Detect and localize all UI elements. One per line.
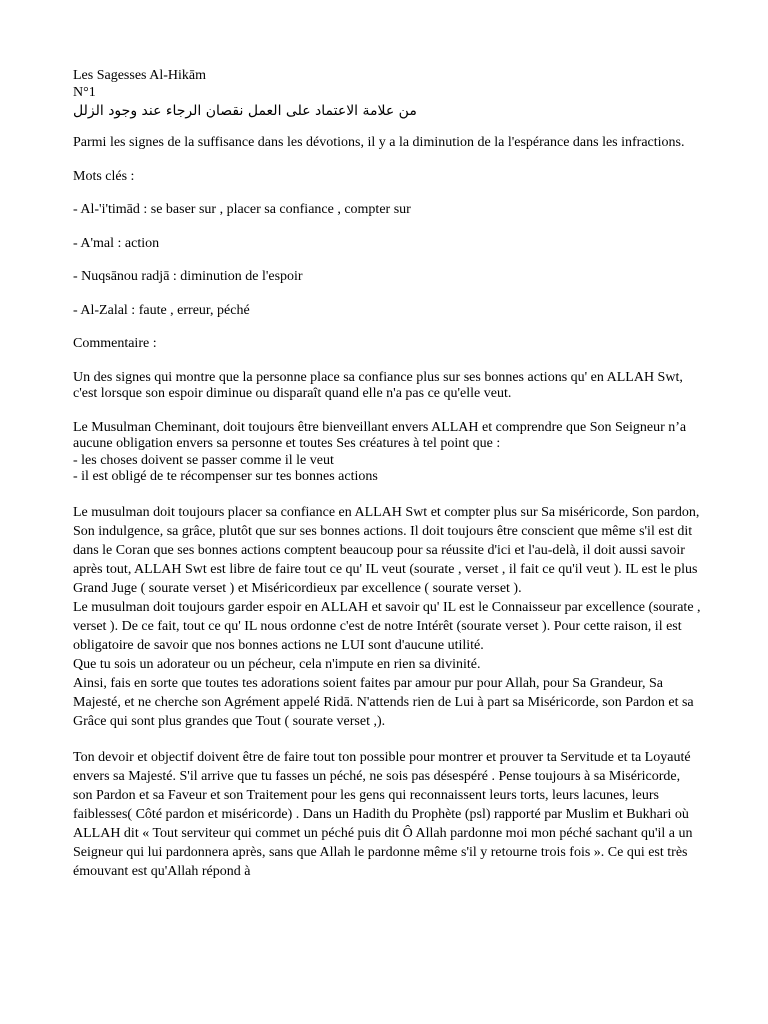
commentary-paragraph: Ainsi, fais en sorte que toutes tes adorations soient faites par amour pur pour Allah, pour Sa Grandeur, Sa Majesté, et ne cherche son Agrément appelé Ridā. N'attends rien de Lui à part sa Miséricorde, son Pardon et sa Grâce qui sont plus grandes que Tout ( sourate verset ,). xyxy=(73,675,694,729)
commentary-paragraph: Ton devoir et objectif doivent être de faire tout ton possible pour montrer et prouver ta Servitude et ta Loyauté envers sa Majesté. S'il arrive que tu fasses un péché, ne sois pas désespéré . Pense toujours à sa Miséricorde, son Pardon et sa Faveur et son Traitement pour les gens qui reconnaissent leurs torts, leurs lacunes, leurs faiblesses( Côté pardon et miséricorde) . Dans un Hadith du Prophète (psl) rapporté par Muslim et Bukhari où ALLAH dit « Tout serviteur qui commet un péché puis dit Ô Allah pardonne moi mon péché sachant qu'il a un Seigneur qui lui pardonnera après, sans que Allah le pardonne même s'il y retourne trois fois ». Ce qui est très émouvant est qu'Allah répond à xyxy=(73,749,693,879)
maxim-translation: Parmi les signes de la suffisance dans les dévotions, il y a la diminution de la l'espérance dans les infractions. xyxy=(73,135,685,150)
commentary-heading: Commentaire : xyxy=(73,336,157,351)
document-body xyxy=(73,68,703,881)
keywords-heading: Mots clés : xyxy=(73,168,135,184)
document-title: Les Sagesses Al-Hikām xyxy=(73,68,206,83)
arabic-maxim: من علامة الاعتماد على العمل نقصان الرجاء عند وجود الزلل xyxy=(73,103,417,119)
keyword-item: - Al-Zalal : faute , erreur, péché xyxy=(73,302,250,318)
commentary-paragraph: Le Musulman Cheminant, doit toujours être bienveillant envers ALLAH et comprendre que Son Seigneur n’a aucune obligation envers sa personne et toutes Ses créatures à tel point que : xyxy=(73,419,687,451)
keyword-item: - Nuqsānou radjā : diminution de l'espoir xyxy=(73,269,303,284)
commentary-list-item: - les choses doivent se passer comme il le veut xyxy=(73,452,334,468)
commentary-paragraph: Le musulman doit toujours garder espoir en ALLAH et savoir qu' IL est le Connaisseur par excellence (sourate , verset ). De ce fait, tout ce qu' IL nous ordonne c'est de notre Intérêt (sourate verset ). Pour cette raison, il est obligatoire de savoir que nos bonnes actions ne LUI sont d'aucune utilité. xyxy=(73,599,701,653)
keyword-item: - Al-'i'timād : se baser sur , placer sa confiance , compter sur xyxy=(73,202,411,217)
commentary-paragraph: Le musulman doit toujours placer sa confiance en ALLAH Swt et compter plus sur Sa miséricorde, Son pardon, Son indulgence, sa grâce, plutôt que sur ses bonnes actions. Il doit toujours être conscient que même s'il est dit dans le Coran que ses bonnes actions comptent beaucoup pour sa réussite d'ici et l'au-delà, il doit aussi savoir après tout, ALLAH Swt est libre de faire tout ce qu' IL veut (sourate , verset , il fait ce qu'il veut ). IL est le plus Grand Juge ( sourate verset ) et Miséricordieux par excellence ( sourate verset ). xyxy=(73,504,700,596)
keyword-item: - A'mal : action xyxy=(73,235,160,251)
commentary-list-item: - il est obligé de te récompenser sur tes bonnes actions xyxy=(73,469,378,484)
commentary-paragraph: Un des signes qui montre que la personne place sa confiance plus sur ses bonnes actions qu' en ALLAH Swt, c'est lorsque son espoir diminue ou disparaît quand elle n'a pas ce qu'elle veut. xyxy=(73,369,683,401)
document-number: N°1 xyxy=(73,84,96,100)
commentary-paragraph: Que tu sois un adorateur ou un pécheur, cela n'impute en rien sa divinité. xyxy=(73,656,481,672)
